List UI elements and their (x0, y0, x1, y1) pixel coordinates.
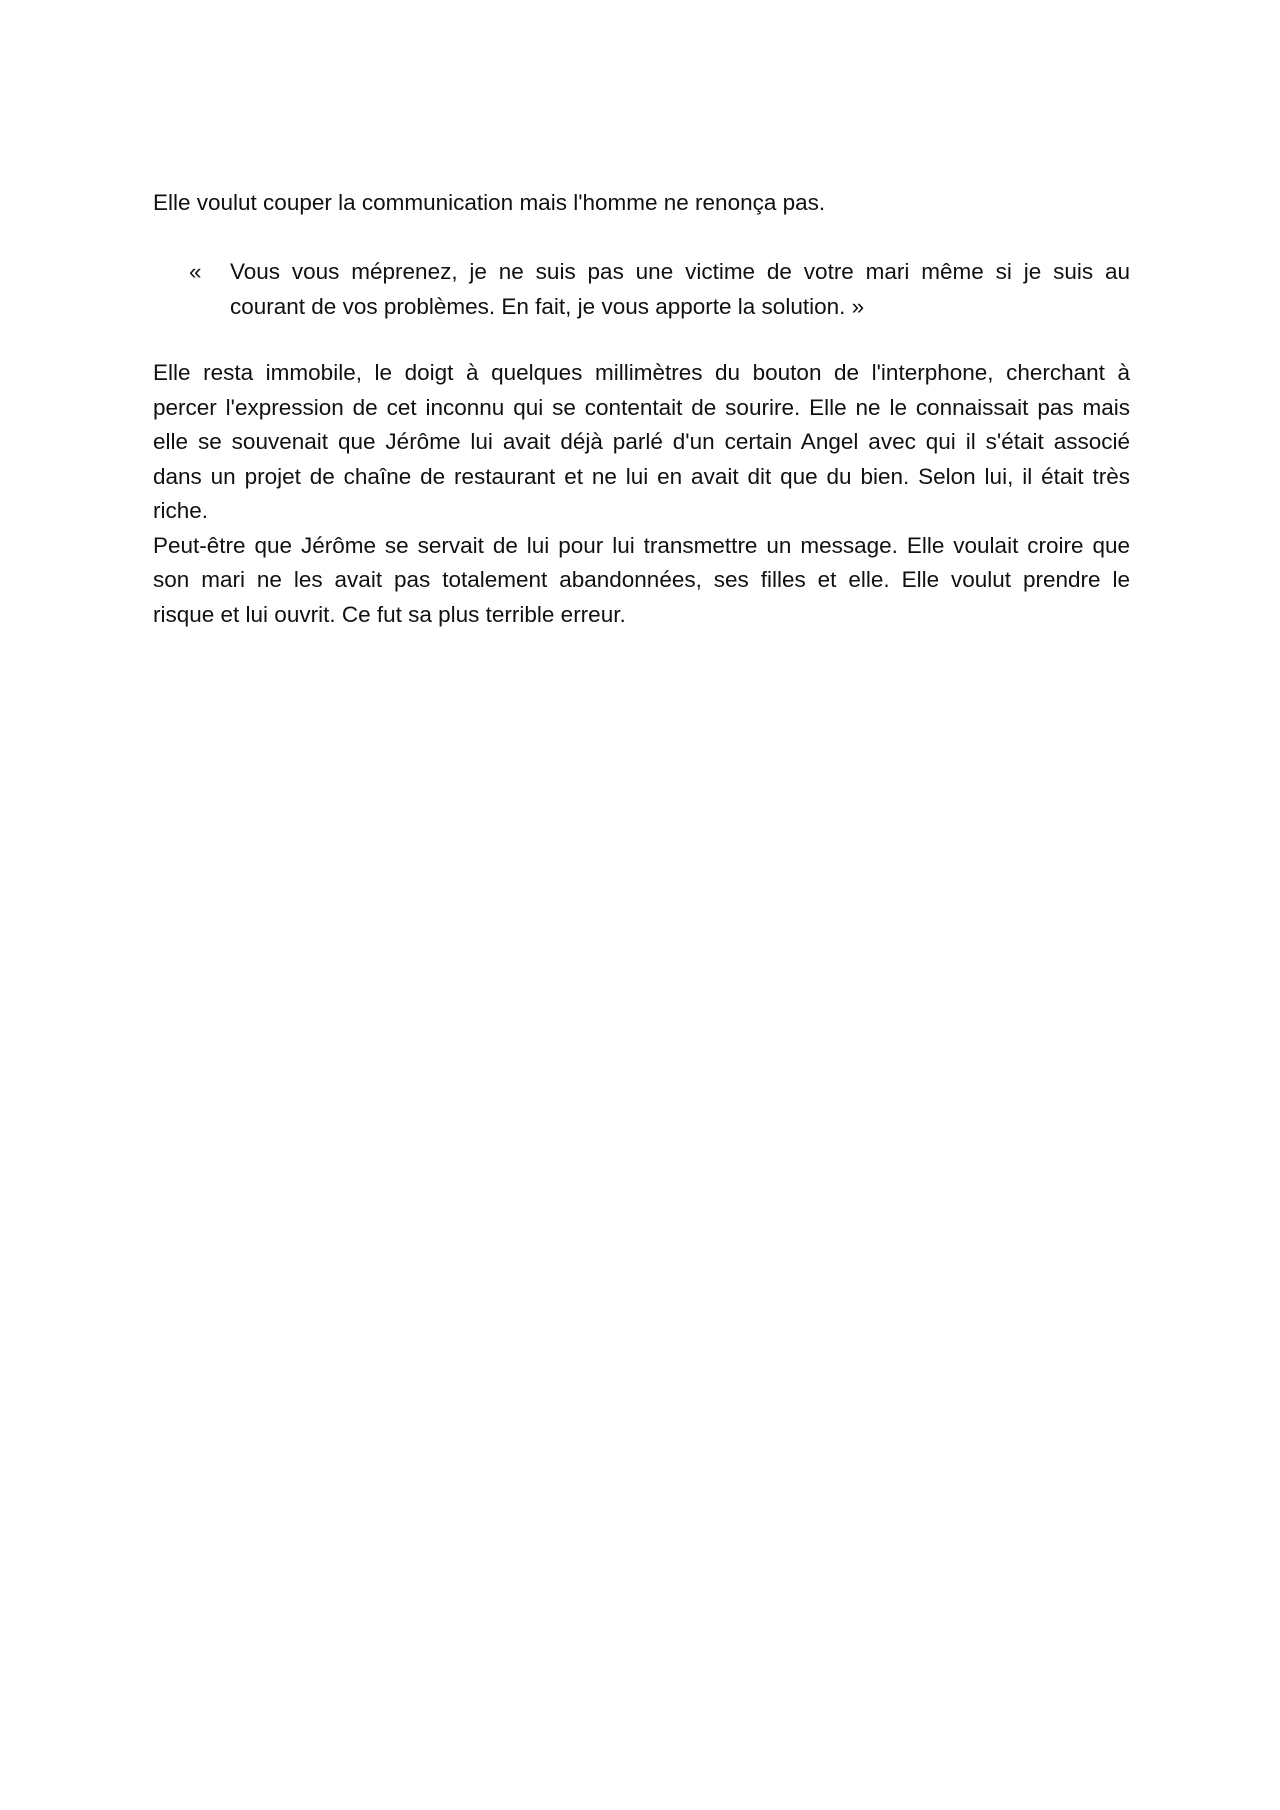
paragraph-line: Peut-être que Jérôme se servait de lui pour lui transmettre un message. Elle voulait croire que (153, 532, 1130, 558)
quote-open-mark: « (189, 259, 202, 284)
paragraph-intro (153, 186, 1130, 221)
paragraph-line: dans un projet de chaîne de restaurant et ne lui en avait dit que du bien. Selon lui, il était très (153, 463, 1130, 489)
quote-line: Vous vous méprenez, je ne suis pas une victime de votre mari même si je suis au (230, 259, 1130, 284)
paragraph-line: risque et lui ouvrit. Ce fut sa plus terrible erreur. (153, 601, 626, 627)
quote-text (230, 255, 1130, 324)
paragraph-line: Elle resta immobile, le doigt à quelques millimètres du bouton de l'interphone, cherchant à (153, 360, 1130, 385)
paragraph-line: riche. (153, 498, 209, 523)
paragraph-line: percer l'expression de cet inconnu qui se contentait de sourire. Elle ne le connaissait pas mais (153, 394, 1130, 420)
quote-line: courant de vos problèmes. En fait, je vous apporte la solution. » (230, 293, 865, 319)
paragraph-line: elle se souvenait que Jérôme lui avait déjà parlé d'un certain Angel avec qui il s'était associé (153, 429, 1130, 454)
paragraph-intro-text: Elle voulut couper la communication mais l'homme ne renonça pas. (153, 190, 826, 215)
paragraph-line: son mari ne les avait pas totalement abandonnées, ses filles et elle. Elle voulut prendre le (153, 567, 1130, 592)
paragraph-main (153, 356, 1130, 632)
